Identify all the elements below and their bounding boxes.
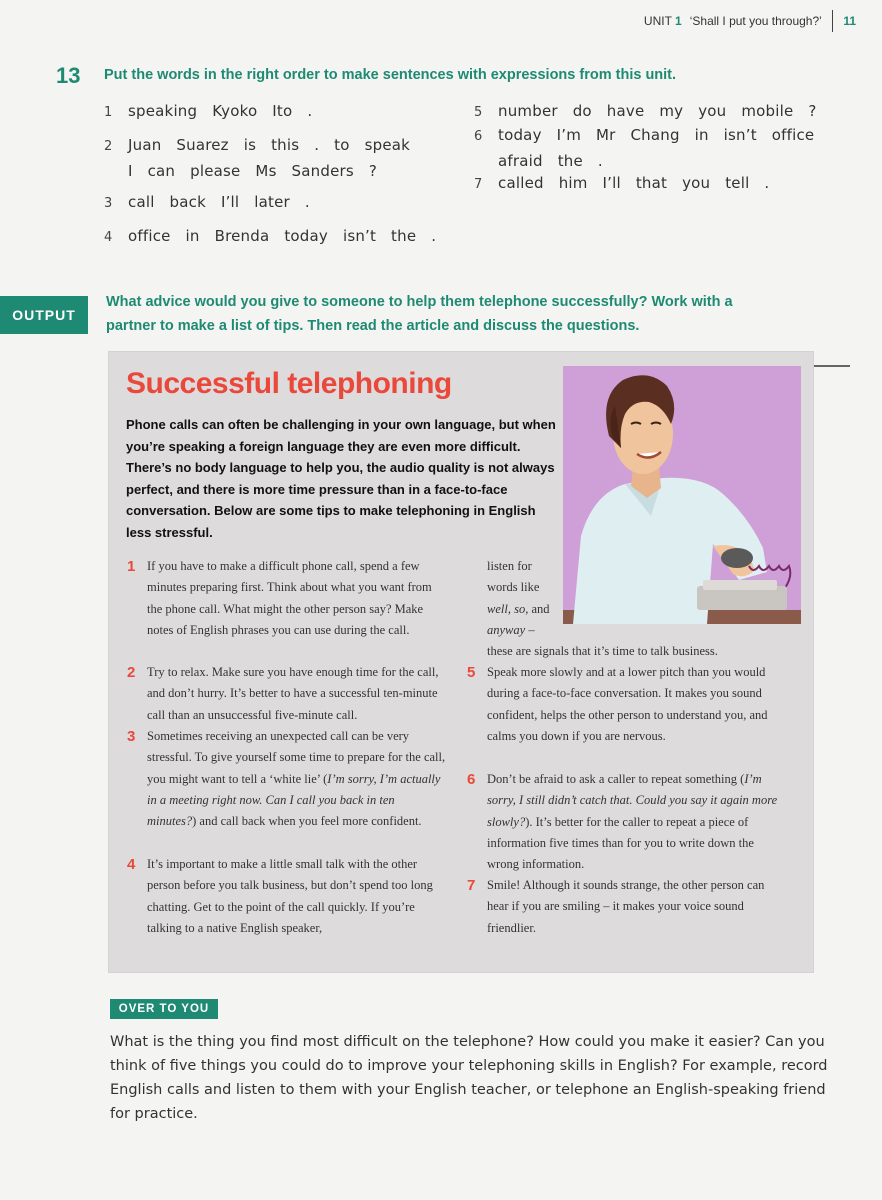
exercise-item-6: 6 today I’m Mr Chang in isn’t office afraid the . — [474, 126, 815, 170]
exercise-item-7: 7 called him I’ll that you tell . — [474, 174, 770, 192]
output-instruction: What advice would you give to someone to help them telephone successfully? Work with a partner to make a list of tips. Then read the article and discuss the questions. — [106, 294, 733, 334]
tip-4-continued: listen for words like well, so, and anyway – — [487, 559, 550, 637]
over-to-you-tag: OVER TO YOU — [110, 999, 218, 1019]
header-divider — [832, 10, 834, 32]
tip-2: 2 Try to relax. Make sure you have enough time for the call, and don’t hurry. It’s better to have a successful ten-minute call than an unsuccessful five-minute call. — [127, 664, 439, 722]
exercise-number: 13 — [56, 63, 81, 88]
output-tag: OUTPUT — [0, 296, 88, 334]
article-panel — [109, 352, 813, 972]
tip-4: 4 It’s important to make a little small talk with the other person before you talk business, but don’t spend too long chatting. Get to the point of the call quickly. If you’re talking to a native English speaker, — [127, 856, 433, 935]
over-to-you-text: What is the thing you find most difficult on the telephone? How could you make it easier? Can you think of five things you could do to improve your telephoning skills in English? For example, record English calls and listen to them with your English teacher, or telephone an English-speaking friend for practice. — [110, 1034, 828, 1122]
exercise-item-1: 1 speaking Kyoko Ito . — [104, 102, 313, 120]
exercise-item-2: 2 Juan Suarez is this . to speak I can please Ms Sanders ? — [104, 136, 411, 180]
man-on-telephone-illustration — [563, 366, 801, 624]
tip-5: 5 Speak more slowly and at a lower pitch than you would during a face-to-face conversation. It makes you sound confident, helps the other person to understand you, and calms you down if you are nervous. — [467, 664, 768, 743]
tip-6: 6 Don’t be afraid to ask a caller to repeat something (I’m sorry, I still didn’t catch that. Could you say it again more slowly?). It’s better for the caller to repeat a piece of information five times than for you to write down the wrong information. — [467, 771, 778, 872]
exercise-instruction: Put the words in the right order to make sentences with expressions from this unit. — [104, 67, 677, 83]
tip-3: 3 Sometimes receiving an unexpected call can be very stressful. To give yourself some time to prepare for the call, you might want to tell a ‘white lie’ (I’m sorry, I’m actually in a meeting right now. Can I call you back in ten minutes?) and call back when you feel more confident. — [127, 728, 446, 829]
tip-4-continued-end: these are signals that it’s time to talk business. — [487, 644, 718, 658]
exercise-item-3: 3 call back I’ll later . — [104, 193, 310, 211]
tip-1: 1 If you have to make a difficult phone call, spend a few minutes preparing first. Think about what you want from the phone call. What might the other person say? Make notes of English phrases you can use during the call. — [127, 558, 432, 637]
unit-label: UNIT 1 — [643, 14, 682, 28]
panel-edge-rule — [814, 365, 850, 367]
exercise-item-4: 4 office in Brenda today isn’t the . — [104, 227, 437, 245]
unit-title: ‘Shall I put you through?’ — [689, 14, 822, 28]
tip-7: 7 Smile! Although it sounds strange, the other person can hear if you are smiling – it makes your voice sound friendlier. — [467, 877, 765, 935]
exercise-item-5: 5 number do have my you mobile ? — [474, 102, 817, 120]
article-title: Successful telephoning — [126, 367, 452, 400]
article-intro: Phone calls can often be challenging in your own language, but when you’re speaking a foreign language they are even more difficult. There’s no body language to help you, the audio quality is not always perfect, and there is more time pressure than in a face-to-face conversation. Below are some tips to make telephoning in English less stressful. — [126, 417, 556, 540]
page-header — [644, 10, 856, 32]
page-number: 11 — [843, 14, 856, 28]
